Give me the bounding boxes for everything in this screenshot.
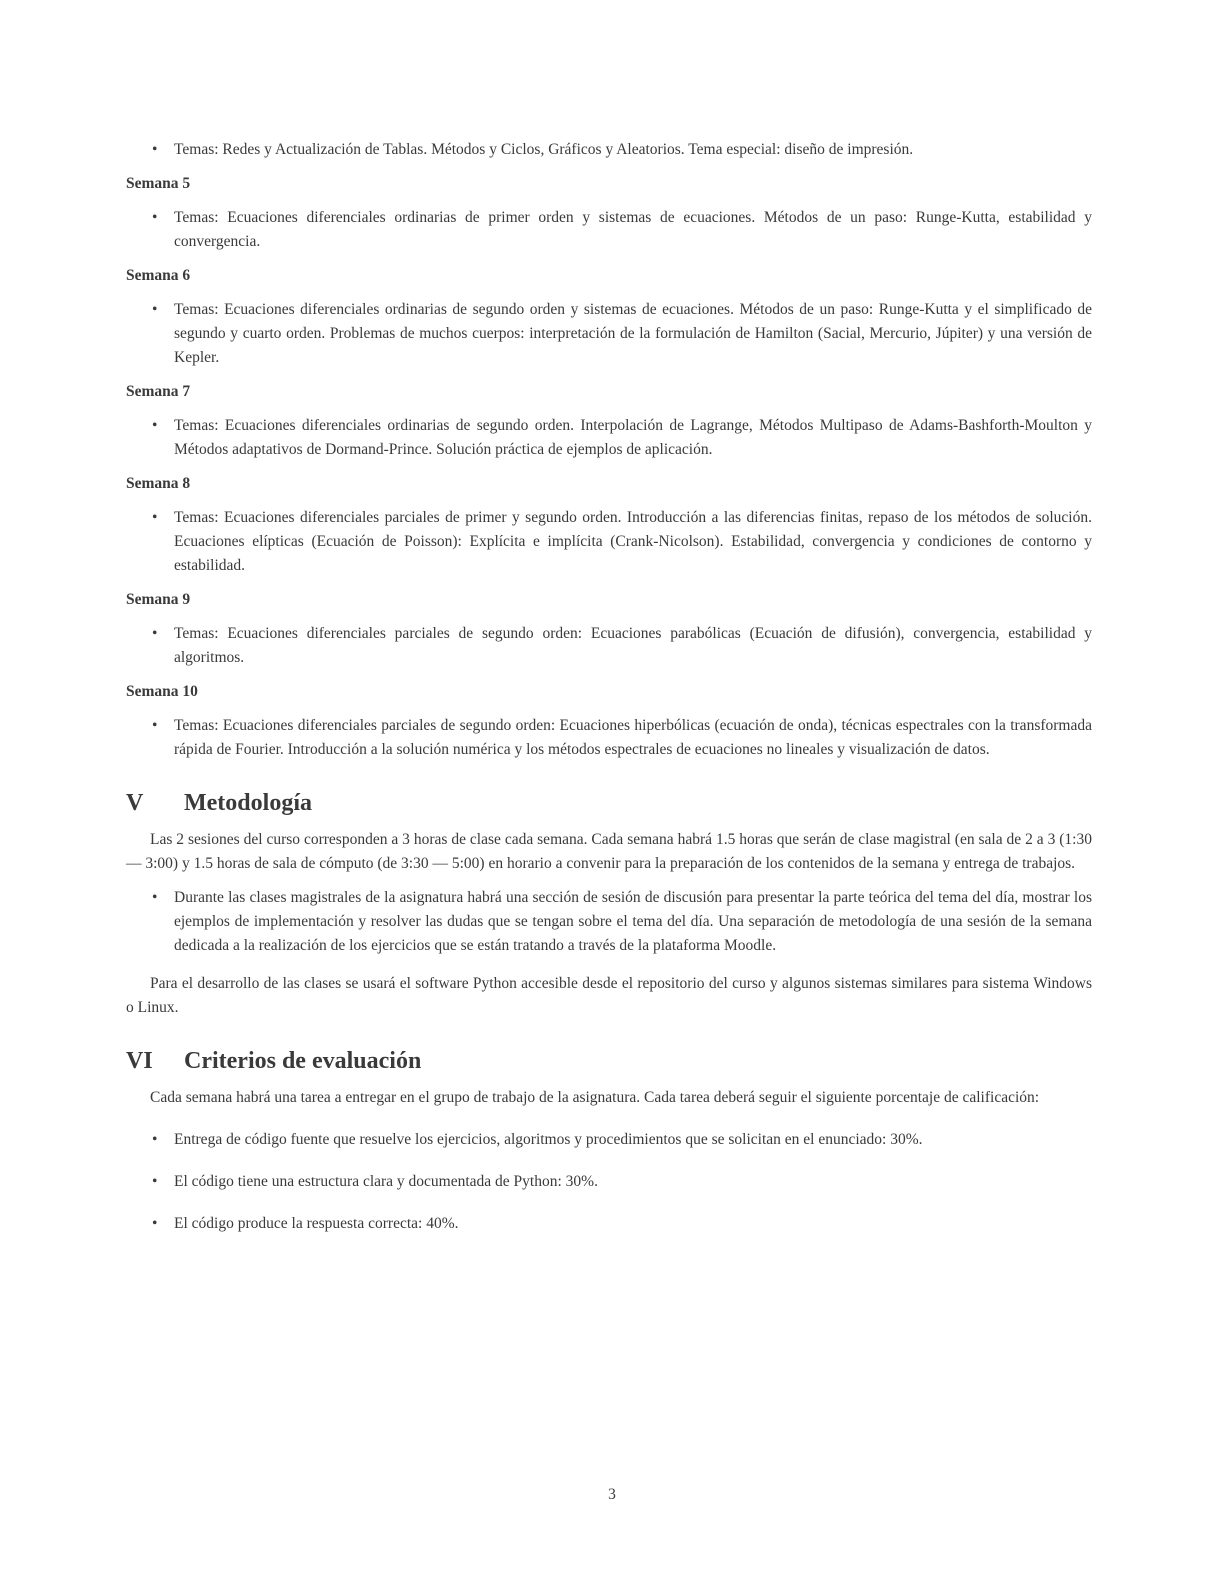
week-heading: Semana 10 — [126, 683, 198, 700]
bullet-icon: • — [152, 889, 158, 906]
week-heading: Semana 7 — [126, 383, 191, 400]
bullet-text: El código tiene una estructura clara y documentada de Python: 30%. — [174, 1173, 598, 1190]
criteria-intro: Cada semana habrá una tarea a entregar en el grupo de trabajo de la asignatura. Cada tarea deberá seguir el siguiente porcentaje de calificación: — [150, 1089, 1040, 1106]
list-item — [126, 714, 1092, 762]
bullet-icon: • — [152, 1215, 158, 1232]
section-title: Metodología — [184, 790, 312, 816]
bullet-text: El código produce la respuesta correcta: 40%. — [174, 1215, 459, 1232]
list-item — [126, 886, 1092, 958]
section-heading-methodology — [126, 788, 1092, 818]
list-item — [126, 298, 1092, 370]
bullet-icon: • — [152, 301, 158, 318]
bullet-text: Temas: Ecuaciones diferenciales parciales de segundo orden: Ecuaciones parabólicas (Ecuación de difusión), convergencia, estabilidad y algoritmos. — [174, 625, 1092, 666]
section-number: V — [126, 790, 144, 816]
week-heading: Semana 5 — [126, 175, 191, 192]
bullet-icon: • — [152, 1131, 158, 1148]
bullet-icon: • — [152, 509, 158, 526]
bullet-text: Durante las clases magistrales de la asignatura habrá una sección de sesión de discusión para presentar la parte teórica del tema del día, mostrar los ejemplos de implementación y resolver las dudas que se tengan sobre el tema del día. Una separación de metodología de una sesión de la semana dedicada a la realización de los ejercicios que se están tratando a través de la plataforma Moodle. — [174, 889, 1092, 954]
bullet-icon: • — [152, 625, 158, 642]
week-heading: Semana 6 — [126, 267, 191, 284]
bullet-text: Entrega de código fuente que resuelve los ejercicios, algoritmos y procedimientos que se solicitan en el enunciado: 30%. — [174, 1131, 923, 1148]
criteria-list — [126, 1128, 1092, 1236]
week-heading: Semana 8 — [126, 475, 191, 492]
methodology-closing: Para el desarrollo de las clases se usará el software Python accesible desde el repositorio del curso y algunos sistemas similares para sistema Windows o Linux. — [126, 975, 1092, 1016]
list-item — [126, 1212, 1092, 1236]
section-heading-criteria — [126, 1046, 1092, 1076]
list-item — [126, 506, 1092, 578]
list-item — [126, 622, 1092, 670]
bullet-text: Temas: Ecuaciones diferenciales parciales de primer y segundo orden. Introducción a las diferencias finitas, repaso de los métodos de solución. Ecuaciones elípticas (Ecuación de Poisson): Explícita e implícita (Crank-Nicolson). Estabilidad, convergencia y condiciones de contorno y estabilidad. — [174, 509, 1092, 574]
bullet-icon: • — [152, 417, 158, 434]
list-item — [126, 1170, 1092, 1194]
methodology-intro: Las 2 sesiones del curso corresponden a 3 horas de clase cada semana. Cada semana habrá 1.5 horas que serán de clase magistral (en sala de 2 a 3 (1:30 — 3:00) y 1.5 horas de sala de cómputo (de 3:30 — 5:00) en horario a convenir para la preparación de los contenidos de la semana y entrega de trabajos. — [126, 831, 1092, 872]
page-content — [126, 138, 1092, 1254]
bullet-text: Temas: Redes y Actualización de Tablas. Métodos y Ciclos, Gráficos y Aleatorios. Tema especial: diseño de impresión. — [174, 141, 914, 158]
bullet-icon: • — [152, 209, 158, 226]
list-item — [126, 138, 1092, 162]
section-number: VI — [126, 1048, 153, 1074]
bullet-text: Temas: Ecuaciones diferenciales ordinarias de segundo orden y sistemas de ecuaciones. Métodos de un paso: Runge-Kutta y el simplificado de segundo y cuarto orden. Problemas de muchos cuerpos: interpretación de la formulación de Hamilton (Sacial, Mercurio, Júpiter) y una versión de Kepler. — [174, 301, 1092, 366]
bullet-icon: • — [152, 1173, 158, 1190]
bullet-text: Temas: Ecuaciones diferenciales ordinarias de segundo orden. Interpolación de Lagrange, Métodos Multipaso de Adams-Bashforth-Moulton y Métodos adaptativos de Dormand-Prince. Solución práctica de ejemplos de aplicación. — [174, 417, 1092, 458]
bullet-icon: • — [152, 141, 158, 158]
bullet-icon: • — [152, 717, 158, 734]
week-heading: Semana 9 — [126, 591, 191, 608]
section-title: Criterios de evaluación — [184, 1048, 422, 1074]
list-item — [126, 414, 1092, 462]
weekly-schedule — [126, 172, 1092, 762]
list-item — [126, 206, 1092, 254]
page-number: 3 — [608, 1486, 616, 1503]
bullet-text: Temas: Ecuaciones diferenciales parciales de segundo orden: Ecuaciones hiperbólicas (ecuación de onda), técnicas espectrales con la transformada rápida de Fourier. Introducción a la solución numérica y los métodos espectrales de ecuaciones no lineales y visualización de datos. — [174, 717, 1092, 758]
list-item — [126, 1128, 1092, 1152]
bullet-text: Temas: Ecuaciones diferenciales ordinarias de primer orden y sistemas de ecuaciones. Métodos de un paso: Runge-Kutta, estabilidad y convergencia. — [174, 209, 1092, 250]
